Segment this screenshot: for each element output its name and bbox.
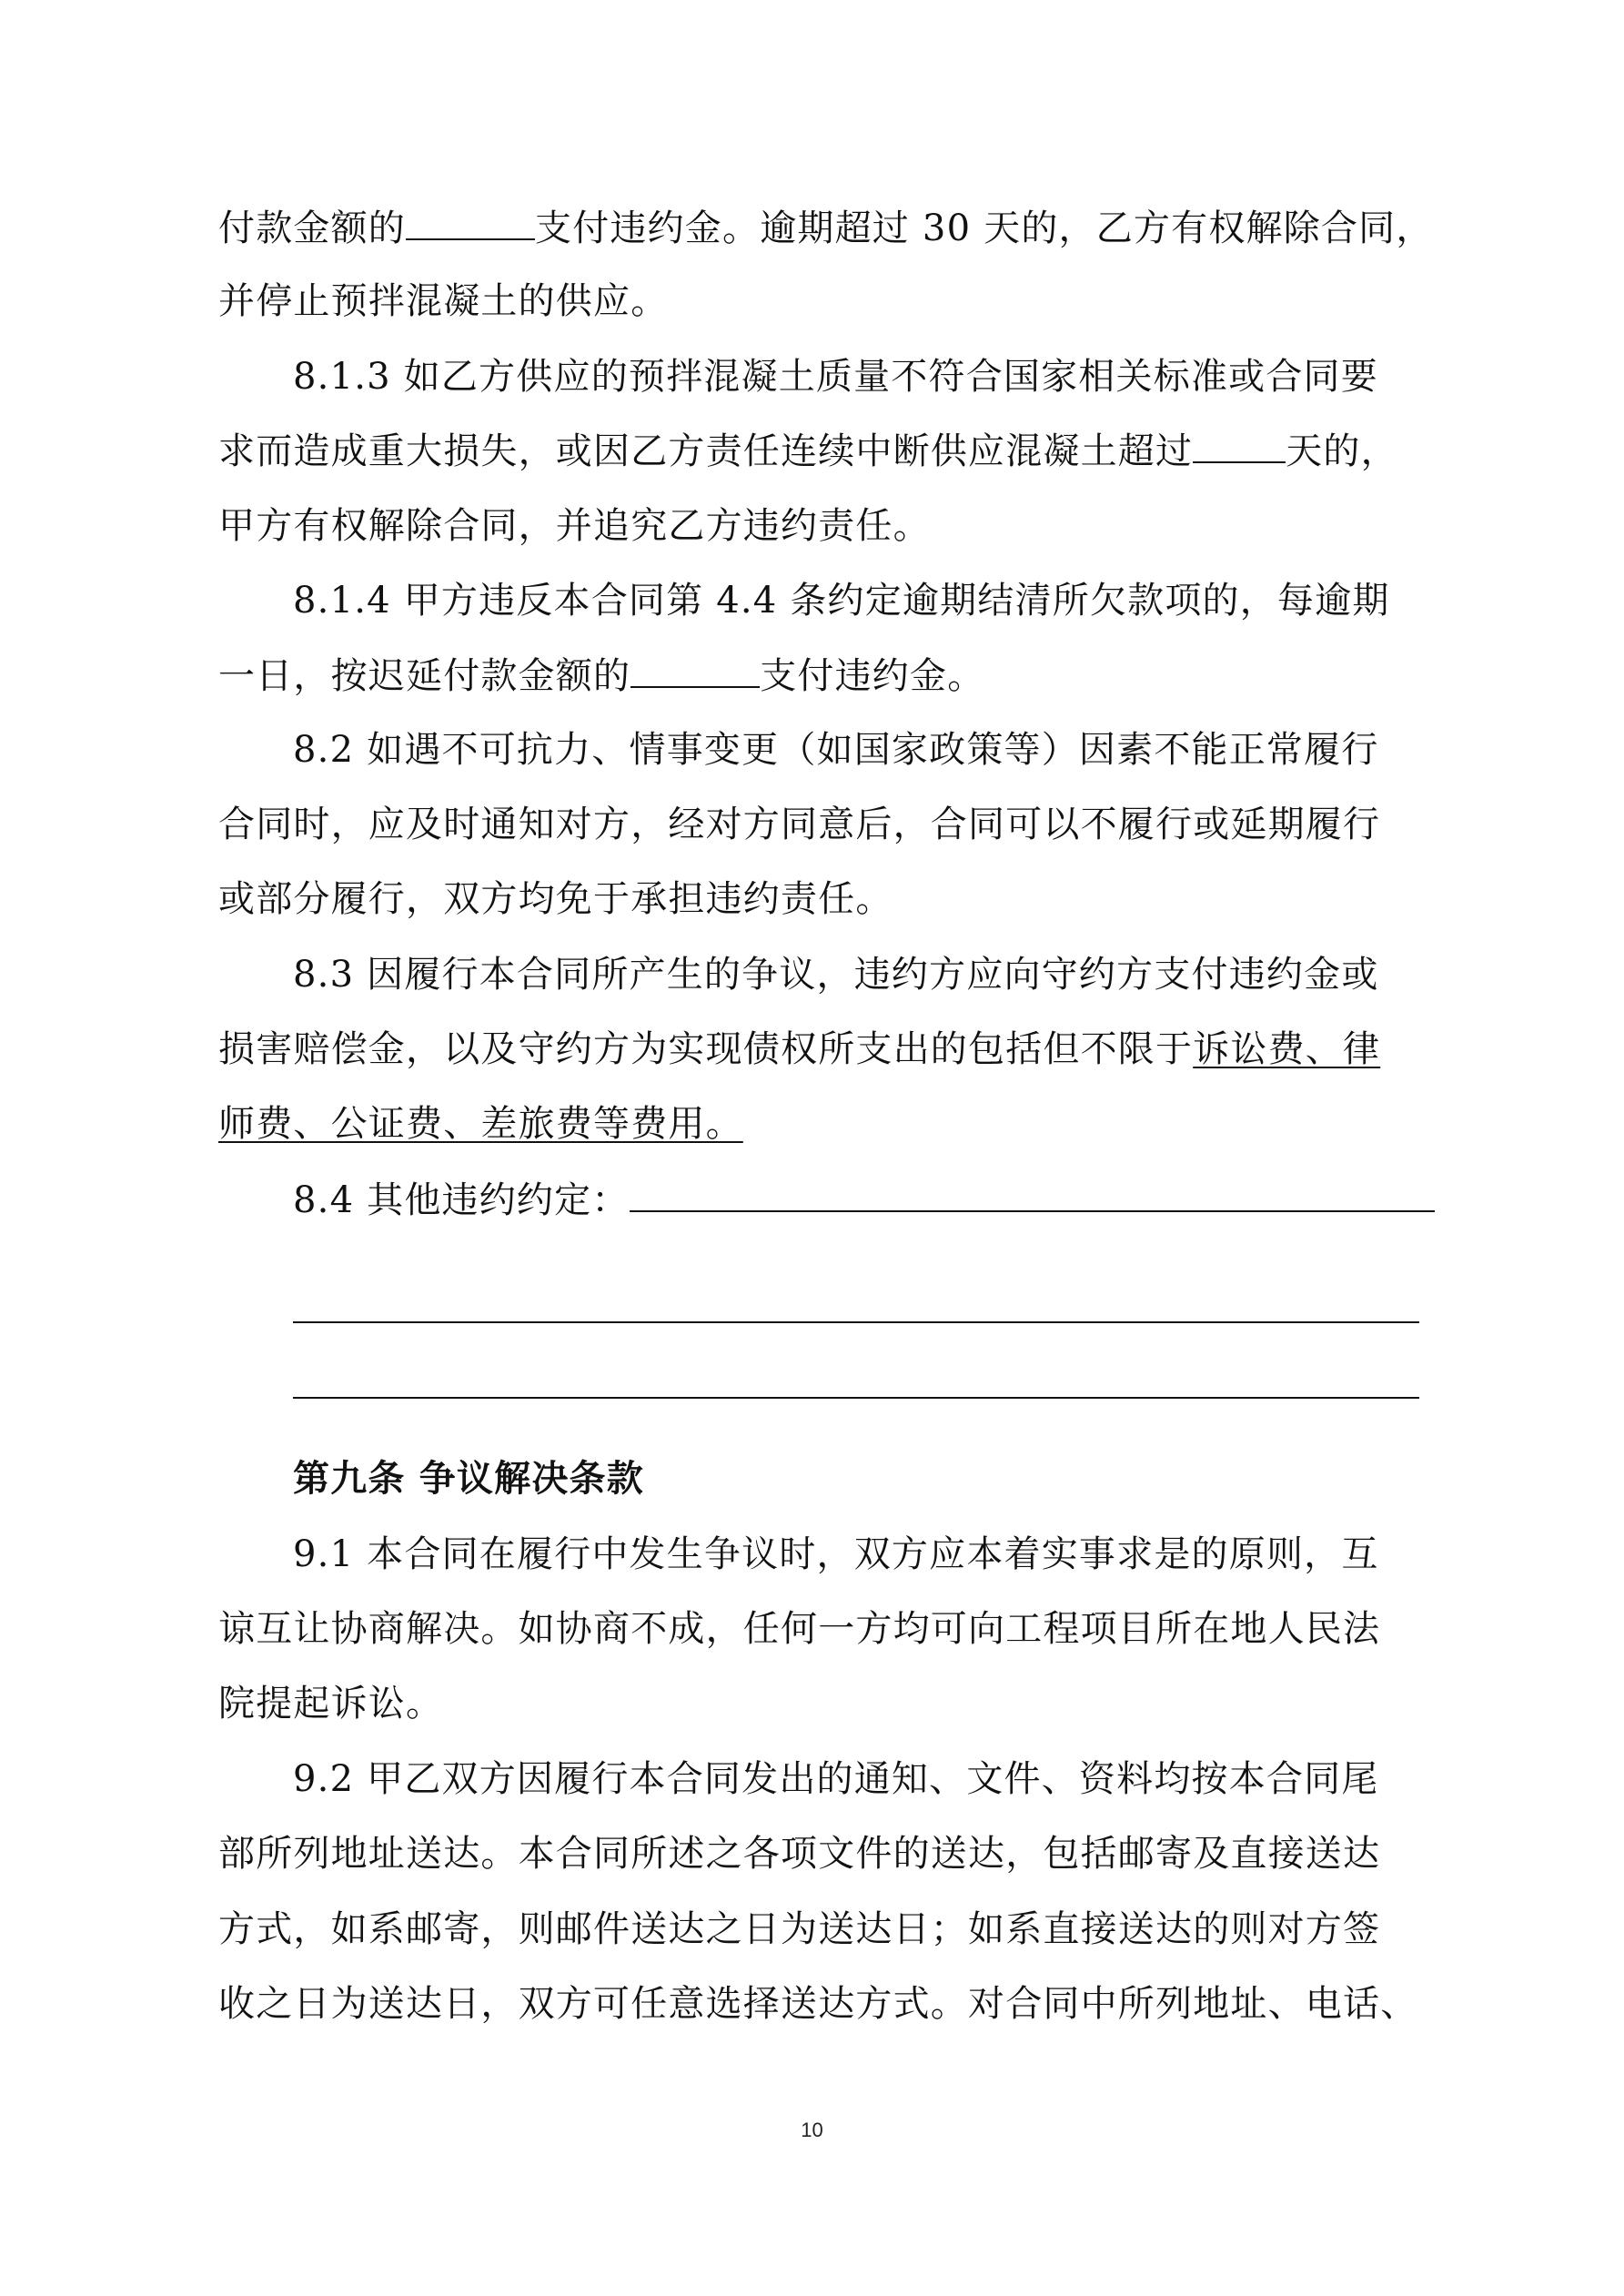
clause-9-1-line-2: 谅互让协商解决。如协商不成，任何一方均可向工程项目所在地人民法 (218, 1608, 1381, 1650)
clause-9-2-line-3: 方式，如系邮寄，则邮件送达之日为送达日；如系直接送达的则对方签 (218, 1908, 1381, 1950)
text: 支付违约金。逾期超过 30 天的，乙方有权解除合同， (535, 207, 1434, 249)
underlined-text: 诉讼费、律 (1193, 1028, 1381, 1070)
clause-8-1-4-line-2 (218, 650, 1419, 702)
article-9-heading: 第九条 争议解决条款 (293, 1458, 644, 1500)
clause-9-2-line-1: 9.2 甲乙双方因履行本合同发出的通知、文件、资料均按本合同尾 (293, 1758, 1379, 1800)
clause-8-2-line-3: 或部分履行，双方均免于承担违约责任。 (218, 878, 893, 920)
clause-8-2-line-1: 8.2 如遇不可抗力、情事变更（如国家政策等）因素不能正常履行 (293, 729, 1379, 771)
fill-in-line[interactable] (293, 1321, 1419, 1323)
fill-in-blank[interactable] (406, 202, 535, 240)
clause-9-1-line-1: 9.1 本合同在履行中发生争议时，双方应本着实事求是的原则，互 (293, 1533, 1379, 1575)
clause-8-4-line (293, 1174, 1419, 1226)
text: 损害赔偿金，以及守约方为实现债权所支出的包括但不限于 (218, 1028, 1194, 1070)
underlined-text: 师费、公证费、差旅费等费用。 (218, 1103, 743, 1145)
clause-8-3-line-1: 8.3 因履行本合同所产生的争议，违约方应向守约方支付违约金或 (293, 954, 1379, 996)
clause-8-2-line-2: 合同时，应及时通知对方，经对方同意后，合同可以不履行或延期履行 (218, 804, 1381, 845)
clause-8-1-3-line-2 (218, 425, 1419, 477)
fill-in-blank[interactable] (1193, 425, 1286, 463)
text: 天的， (1286, 430, 1398, 472)
text: 一日，按迟延付款金额的 (218, 655, 631, 697)
text: 支付违约金。 (760, 655, 985, 697)
fill-in-line[interactable] (293, 1397, 1419, 1399)
text: 付款金额的 (218, 207, 406, 249)
clause-8-1-3-line-1: 8.1.3 如乙方供应的预拌混凝土质量不符合国家相关标准或合同要 (293, 356, 1378, 398)
clause-9-2-line-4: 收之日为送达日，双方可任意选择送达方式。对合同中所列地址、电话、 (218, 1983, 1418, 2025)
clause-9-2-line-2: 部所列地址送达。本合同所述之各项文件的送达，包括邮寄及直接送达 (218, 1833, 1381, 1875)
clause-8-3-line-3 (218, 1098, 1419, 1149)
page-number: 10 (801, 2119, 823, 2141)
fill-in-line[interactable] (630, 1174, 1435, 1212)
clause-8-4-label: 8.4 其他违约约定： (293, 1179, 630, 1221)
text: 求而造成重大损失，或因乙方责任连续中断供应混凝土超过 (218, 430, 1194, 472)
clause-8-3-line-2 (218, 1024, 1419, 1075)
clause-8-1-2-line-1 (218, 202, 1434, 254)
fill-in-blank[interactable] (630, 650, 760, 688)
clause-8-1-4-line-1: 8.1.4 甲方违反本合同第 4.4 条约定逾期结清所欠款项的，每逾期 (293, 580, 1390, 622)
clause-8-1-2-line-2: 并停止预拌混凝土的供应。 (218, 280, 669, 322)
clause-9-1-line-3: 院提起诉讼。 (218, 1683, 444, 1725)
clause-8-1-3-line-3: 甲方有权解除合同，并追究乙方违约责任。 (218, 505, 931, 547)
